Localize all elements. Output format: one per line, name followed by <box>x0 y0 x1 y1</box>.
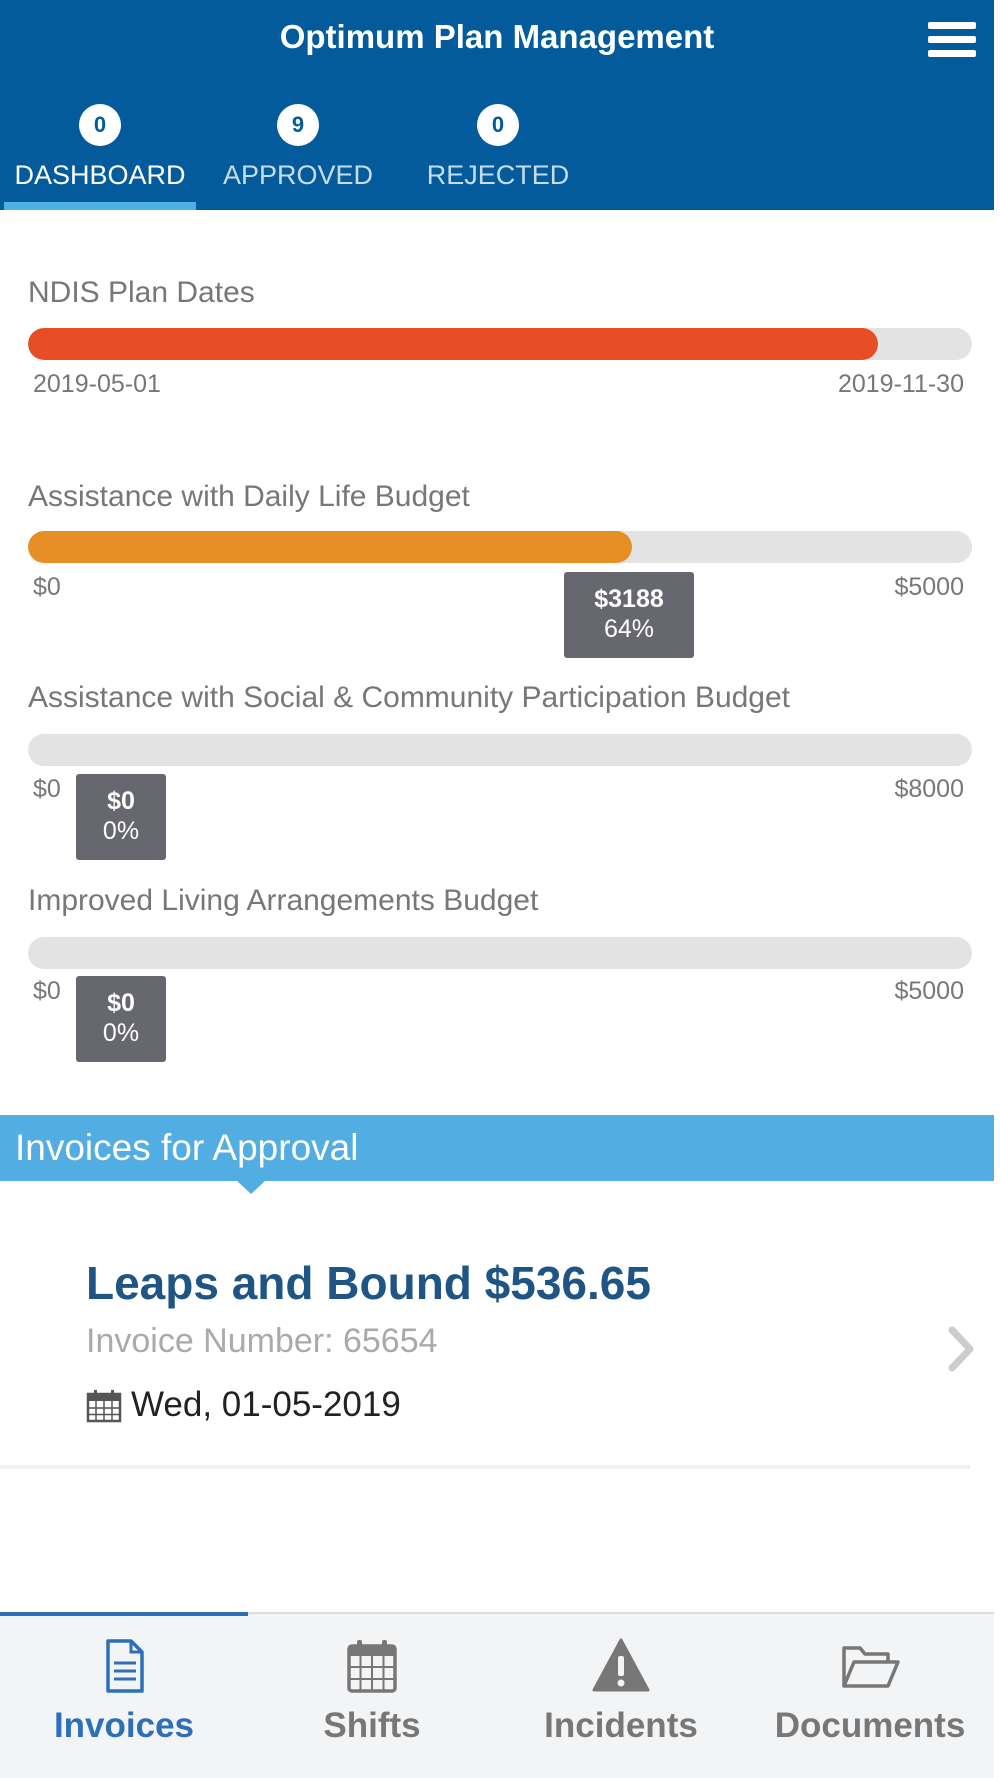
tooltip-amount: $0 <box>107 787 135 815</box>
plan-dates-track <box>28 328 972 360</box>
plan-dates-label: NDIS Plan Dates <box>28 276 255 309</box>
chevron-right-icon <box>944 1324 978 1374</box>
social-community-budget-track <box>28 734 972 766</box>
daily-life-budget-tooltip <box>564 572 694 658</box>
active-tab-indicator <box>4 202 196 210</box>
list-divider <box>0 1465 970 1469</box>
warning-icon <box>591 1636 651 1696</box>
nav-documents-label: Documents <box>774 1706 966 1745</box>
hamburger-menu-icon[interactable] <box>928 22 976 64</box>
daily-life-budget-label: Assistance with Daily Life Budget <box>28 480 470 513</box>
app-header <box>0 0 994 210</box>
living-arrangements-budget-track <box>28 937 972 969</box>
tab-approved-label: APPROVED <box>222 160 374 190</box>
tooltip-percent: 64% <box>603 615 655 643</box>
nav-invoices-label: Invoices <box>53 1706 195 1745</box>
plan-start-date: 2019-05-01 <box>33 370 161 398</box>
invoice-list-item[interactable] <box>0 1230 994 1470</box>
daily-life-budget-progress <box>28 531 632 563</box>
living-arrangements-budget-max: $5000 <box>894 977 964 1005</box>
bottom-navigation <box>0 1612 994 1778</box>
daily-life-budget-max: $5000 <box>894 573 964 601</box>
plan-dates-progress <box>28 328 878 360</box>
invoice-number: Invoice Number: 65654 <box>86 1322 438 1360</box>
tab-dashboard[interactable] <box>4 104 196 210</box>
nav-shifts[interactable] <box>248 1614 496 1778</box>
nav-incidents[interactable] <box>497 1614 745 1778</box>
invoice-title: Leaps and Bound $536.65 <box>86 1257 651 1309</box>
approved-count-badge: 9 <box>277 104 319 146</box>
invoices-section-title: Invoices for Approval <box>15 1127 359 1168</box>
invoices-section-header <box>0 1115 994 1181</box>
social-community-budget-label: Assistance with Social & Community Participation Budget <box>28 681 791 714</box>
plan-end-date: 2019-11-30 <box>837 370 964 398</box>
rejected-count-badge: 0 <box>477 104 519 146</box>
living-arrangements-budget-min: $0 <box>33 977 61 1005</box>
dashboard-count-badge: 0 <box>79 104 121 146</box>
tab-approved[interactable] <box>200 104 396 210</box>
daily-life-budget-min: $0 <box>33 573 61 601</box>
tooltip-amount: $3188 <box>594 585 664 613</box>
invoice-date: Wed, 01-05-2019 <box>131 1385 401 1424</box>
calendar-icon <box>86 1389 122 1423</box>
section-caret-icon <box>236 1180 266 1194</box>
tooltip-percent: 0% <box>102 817 140 845</box>
document-icon <box>94 1636 154 1696</box>
social-community-budget-tooltip <box>76 774 166 860</box>
tooltip-percent: 0% <box>102 1019 140 1047</box>
nav-incidents-label: Incidents <box>544 1706 698 1745</box>
tab-rejected-label: REJECTED <box>426 160 570 190</box>
folder-open-icon <box>840 1636 900 1696</box>
living-arrangements-budget-label: Improved Living Arrangements Budget <box>28 884 539 917</box>
tooltip-amount: $0 <box>107 989 135 1017</box>
living-arrangements-budget-tooltip <box>76 976 166 1062</box>
app-title: Optimum Plan Management <box>279 18 715 55</box>
tab-dashboard-label: DASHBOARD <box>14 160 186 190</box>
nav-invoices[interactable] <box>0 1614 248 1778</box>
tab-rejected[interactable] <box>400 104 596 210</box>
daily-life-budget-track <box>28 531 972 563</box>
nav-documents[interactable] <box>746 1614 994 1778</box>
social-community-budget-min: $0 <box>33 775 61 803</box>
nav-shifts-label: Shifts <box>323 1706 421 1745</box>
calendar-icon <box>342 1636 402 1696</box>
social-community-budget-max: $8000 <box>894 775 964 803</box>
